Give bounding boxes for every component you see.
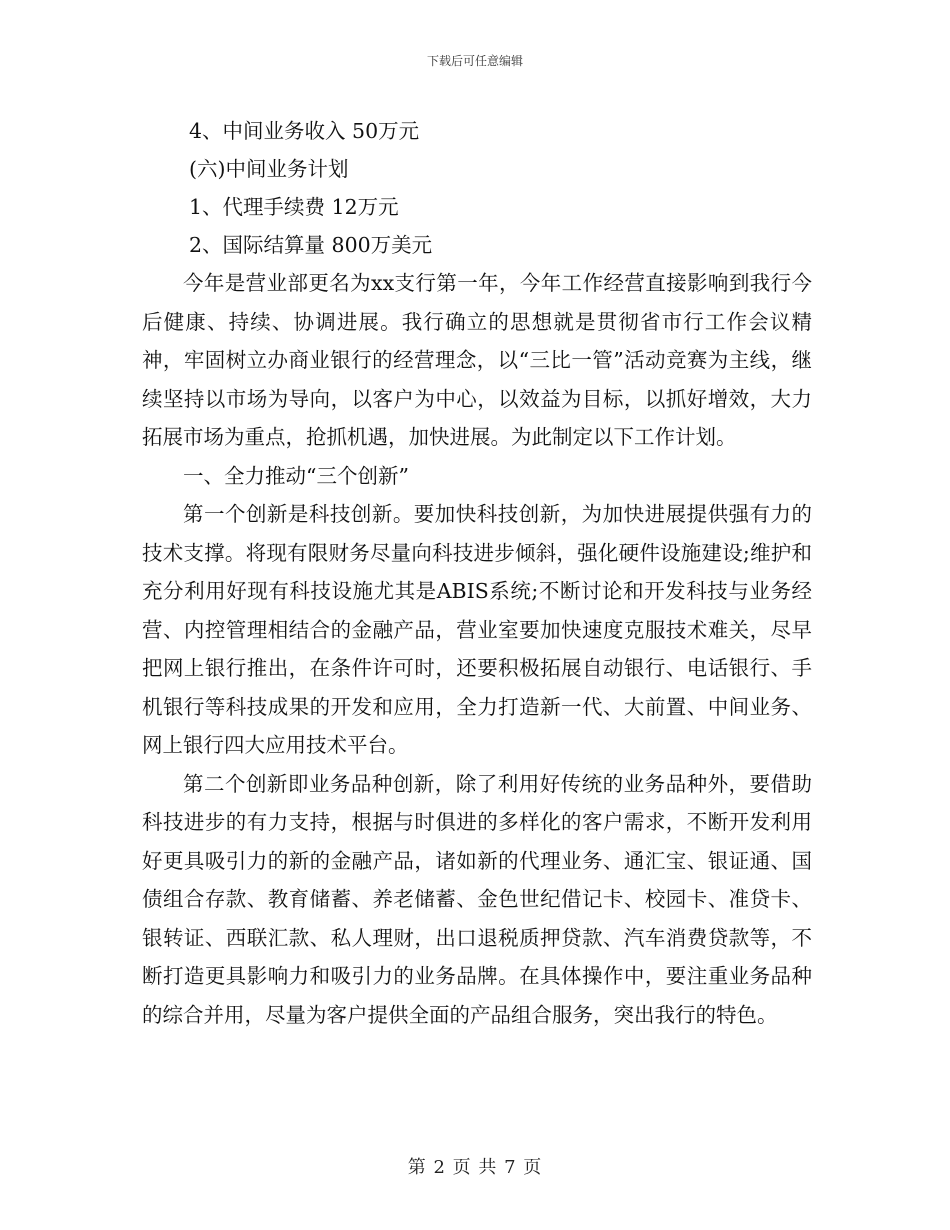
section-heading: (六)中间业务计划 bbox=[189, 157, 349, 181]
paragraph-product-innovation: 第二个创新即业务品种创新，除了利用好传统的业务品种外，要借助科技进步的有力支持，根据与时俱进的多样化的客户需求，不断开发利用好更具吸引力的新的金融产品，诸如新的代理业务、通汇宝、银证通、国债组合存款、教育储蓄、养老储蓄、金色世纪借记卡、校园卡、准贷卡、银转证、西联汇款、私人理财，出口退税质押贷款、汽车消费贷款等，不断打造更具影响力和吸引力的业务品牌。在具体操作中，要注重业务品种的综合并用，尽量为客户提供全面的产品组合服务，突出我行的特色。 bbox=[142, 771, 812, 1027]
paragraph-intro: 今年是营业部更名为xx支行第一年，今年工作经营直接影响到我行今后健康、持续、协调进展。我行确立的思想就是贯彻省市行工作会议精神，牢固树立办商业银行的经营理念，以“三比一管”活动竞赛为主线，继续坚持以市场为导向，以客户为中心，以效益为目标，以抓好增效，大力拓展市场为重点，抢抓机遇，加快进展。为此制定以下工作计划。 bbox=[142, 271, 812, 449]
page-header-note: 下载后可任意编辑 bbox=[426, 54, 523, 68]
list-item: 4、中间业务收入 50万元 bbox=[189, 119, 420, 143]
document-body bbox=[142, 112, 812, 1034]
paragraph-tech-innovation: 第一个创新是科技创新。要加快科技创新，为加快进展提供强有力的技术支撑。将现有限财务尽量向科技进步倾斜，强化硬件设施建设;维护和充分利用好现有科技设施尤其是ABIS系统;不断讨论和开发科技与业务经营、内控管理相结合的金融产品，营业室要加快速度克服技术难关，尽早把网上银行推出，在条件许可时，还要积极拓展自动银行、电话银行、手机银行等科技成果的开发和应用，全力打造新一代、大前置、中间业务、网上银行四大应用技术平台。 bbox=[142, 502, 812, 757]
section-heading: 一、全力推动“三个创新” bbox=[183, 463, 409, 488]
list-item: 2、国际结算量 800万美元 bbox=[189, 233, 433, 257]
page-number: 第 2 页 共 7 页 bbox=[407, 1157, 543, 1178]
list-item: 1、代理手续费 12万元 bbox=[189, 195, 399, 219]
